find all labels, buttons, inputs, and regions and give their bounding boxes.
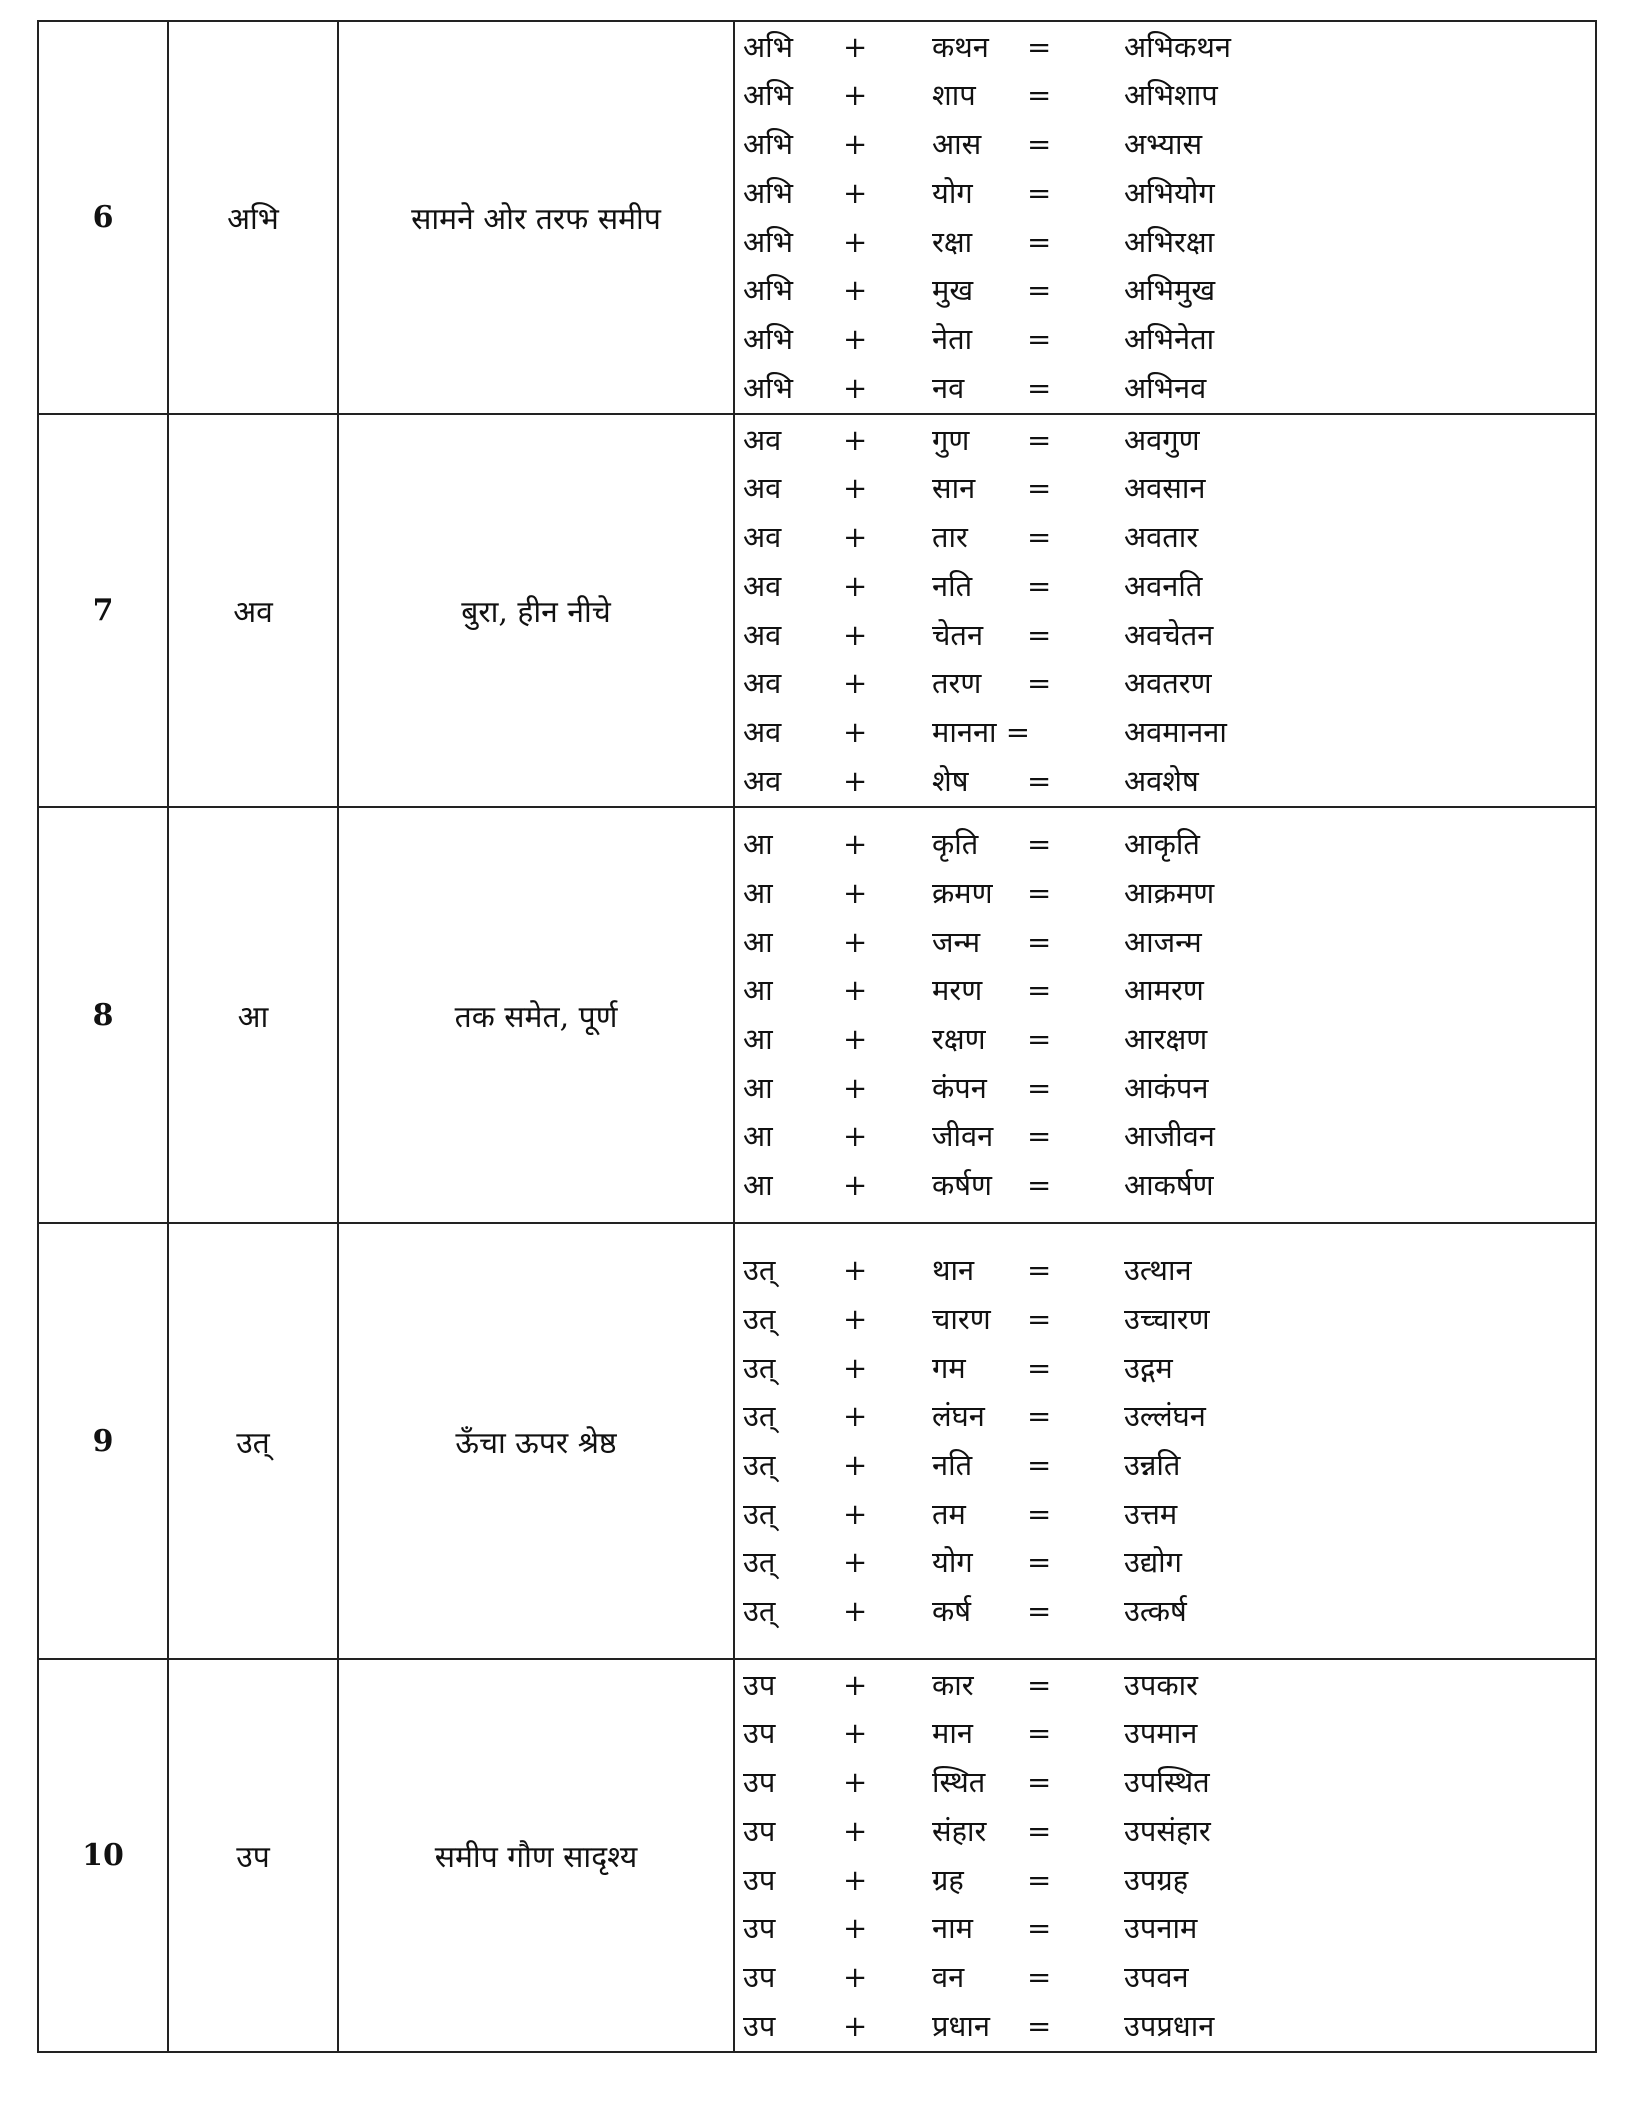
example-line bbox=[735, 708, 1595, 757]
example-result-word: अभिमुख bbox=[1124, 273, 1216, 308]
plus-sign: + bbox=[843, 666, 868, 701]
plus-sign: + bbox=[843, 78, 868, 113]
example-line bbox=[735, 1904, 1595, 1953]
prefix-table bbox=[37, 20, 1597, 2053]
example-prefix: अव bbox=[743, 471, 782, 506]
example-result-word: अवशेष bbox=[1124, 763, 1199, 798]
example-prefix: आ bbox=[743, 1119, 773, 1154]
example-line bbox=[735, 71, 1595, 120]
equals-sign: = bbox=[1027, 568, 1052, 603]
example-result-word: अभ्यास bbox=[1124, 127, 1203, 162]
example-base-word: मरण bbox=[932, 973, 983, 1008]
example-base-word: तरण bbox=[932, 666, 982, 701]
example-base-word: योग bbox=[932, 1545, 973, 1580]
row-meaning: समीप गौण सादृश्य bbox=[338, 1659, 734, 2052]
equals-sign: = bbox=[1027, 617, 1052, 652]
row-prefix: उप bbox=[168, 1659, 338, 2052]
example-prefix: अव bbox=[743, 666, 782, 701]
plus-sign: + bbox=[843, 29, 868, 64]
example-prefix: उप bbox=[743, 2008, 776, 2043]
example-line bbox=[735, 218, 1595, 267]
example-base-word: क्रमण bbox=[932, 875, 993, 910]
example-base-word: मानना = bbox=[932, 714, 1031, 749]
equals-sign: = bbox=[1027, 224, 1052, 259]
equals-sign: = bbox=[1027, 175, 1052, 210]
example-result-word: उपमान bbox=[1124, 1716, 1198, 1751]
example-result-word: आकर्षण bbox=[1124, 1168, 1214, 1203]
example-result-word: उच्चारण bbox=[1124, 1301, 1210, 1336]
plus-sign: + bbox=[843, 1862, 868, 1897]
example-prefix: उत् bbox=[743, 1301, 776, 1336]
example-result-word: आक्रमण bbox=[1124, 875, 1215, 910]
example-result-word: उपवन bbox=[1124, 1959, 1189, 1994]
example-result-word: उन्नति bbox=[1124, 1448, 1181, 1482]
example-result-word: आकंपन bbox=[1124, 1070, 1209, 1105]
example-prefix: उत् bbox=[743, 1448, 776, 1482]
example-base-word: संहार bbox=[932, 1813, 987, 1848]
example-line bbox=[735, 1587, 1595, 1636]
example-prefix: उप bbox=[743, 1667, 776, 1702]
plus-sign: + bbox=[843, 1545, 868, 1580]
plus-sign: + bbox=[843, 568, 868, 603]
example-prefix: अव bbox=[743, 520, 782, 555]
row-prefix: उत् bbox=[168, 1223, 338, 1659]
example-line bbox=[735, 659, 1595, 708]
table-row bbox=[38, 807, 1596, 1223]
example-line bbox=[735, 869, 1595, 918]
example-prefix: उत् bbox=[743, 1545, 776, 1580]
plus-sign: + bbox=[843, 175, 868, 210]
plus-sign: + bbox=[843, 1119, 868, 1154]
example-result-word: अभिशाप bbox=[1124, 78, 1218, 113]
equals-sign: = bbox=[1027, 1667, 1052, 1702]
example-result-word: अवतरण bbox=[1124, 666, 1212, 701]
plus-sign: + bbox=[843, 471, 868, 506]
example-result-word: उल्लंघन bbox=[1124, 1399, 1206, 1434]
example-result-word: आरक्षण bbox=[1124, 1022, 1208, 1056]
example-result-word: उपग्रह bbox=[1124, 1862, 1189, 1897]
plus-sign: + bbox=[843, 1399, 868, 1434]
example-prefix: उत् bbox=[743, 1399, 776, 1434]
plus-sign: + bbox=[843, 924, 868, 959]
example-result-word: अवगुण bbox=[1124, 422, 1200, 457]
example-prefix: उप bbox=[743, 1862, 776, 1897]
example-base-word: चारण bbox=[932, 1301, 991, 1336]
example-result-word: अवनति bbox=[1124, 568, 1203, 603]
example-prefix: उप bbox=[743, 1716, 776, 1751]
example-result-word: अवसान bbox=[1124, 471, 1206, 506]
plus-sign: + bbox=[843, 422, 868, 457]
row-number: 7 bbox=[38, 414, 168, 807]
example-base-word: गुण bbox=[932, 422, 970, 457]
example-result-word: अभियोग bbox=[1124, 175, 1215, 210]
example-prefix: आ bbox=[743, 973, 773, 1008]
plus-sign: + bbox=[843, 973, 868, 1008]
equals-sign: = bbox=[1027, 1594, 1052, 1629]
equals-sign: = bbox=[1027, 1070, 1052, 1105]
example-base-word: योग bbox=[932, 175, 973, 210]
example-line bbox=[735, 416, 1595, 465]
example-result-word: अभिकथन bbox=[1124, 29, 1231, 64]
table-row bbox=[38, 1223, 1596, 1659]
example-base-word: तम bbox=[932, 1496, 966, 1531]
example-base-word: नाम bbox=[932, 1911, 973, 1946]
example-line bbox=[735, 1064, 1595, 1113]
example-line bbox=[735, 1392, 1595, 1441]
plus-sign: + bbox=[843, 224, 868, 259]
example-base-word: मुख bbox=[932, 273, 974, 308]
row-meaning: तक समेत, पूर्ण bbox=[338, 807, 734, 1223]
equals-sign: = bbox=[1027, 422, 1052, 457]
equals-sign: = bbox=[1027, 666, 1052, 701]
example-result-word: आकृति bbox=[1124, 827, 1200, 862]
example-line bbox=[735, 1953, 1595, 2002]
equals-sign: = bbox=[1027, 1253, 1052, 1288]
plus-sign: + bbox=[843, 875, 868, 910]
example-prefix: अभि bbox=[743, 175, 794, 210]
plus-sign: + bbox=[843, 273, 868, 308]
equals-sign: = bbox=[1027, 273, 1052, 308]
example-line bbox=[735, 1246, 1595, 1295]
example-result-word: आजीवन bbox=[1124, 1119, 1215, 1154]
example-result-word: आमरण bbox=[1124, 973, 1204, 1008]
example-line bbox=[735, 1295, 1595, 1344]
table-row bbox=[38, 21, 1596, 414]
row-examples bbox=[734, 414, 1596, 807]
example-result-word: उत्थान bbox=[1124, 1253, 1192, 1288]
row-examples bbox=[734, 1223, 1596, 1659]
example-base-word: नति bbox=[932, 1448, 973, 1482]
example-base-word: जन्म bbox=[932, 924, 981, 959]
plus-sign: + bbox=[843, 1496, 868, 1531]
example-base-word: रक्षण bbox=[932, 1022, 986, 1056]
equals-sign: = bbox=[1027, 78, 1052, 113]
example-line bbox=[735, 611, 1595, 660]
row-prefix: अव bbox=[168, 414, 338, 807]
example-line bbox=[735, 23, 1595, 72]
example-prefix: आ bbox=[743, 827, 773, 862]
plus-sign: + bbox=[843, 370, 868, 405]
plus-sign: + bbox=[843, 2008, 868, 2043]
example-result-word: उपस्थित bbox=[1124, 1765, 1210, 1800]
example-prefix: आ bbox=[743, 1022, 773, 1056]
equals-sign: = bbox=[1027, 1022, 1052, 1056]
example-line bbox=[735, 169, 1595, 218]
example-result-word: अभिनव bbox=[1124, 370, 1207, 405]
plus-sign: + bbox=[843, 1959, 868, 1994]
example-base-word: चेतन bbox=[932, 617, 984, 652]
example-base-word: स्थित bbox=[932, 1765, 986, 1800]
example-line bbox=[735, 1490, 1595, 1539]
example-line bbox=[735, 1344, 1595, 1393]
equals-sign: = bbox=[1027, 520, 1052, 555]
example-prefix: उत् bbox=[743, 1496, 776, 1531]
example-prefix: अव bbox=[743, 763, 782, 798]
row-examples bbox=[734, 807, 1596, 1223]
row-meaning: सामने ओर तरफ समीप bbox=[338, 21, 734, 414]
plus-sign: + bbox=[843, 1765, 868, 1800]
equals-sign: = bbox=[1027, 827, 1052, 862]
example-line bbox=[735, 1538, 1595, 1587]
example-prefix: अभि bbox=[743, 273, 794, 308]
example-result-word: अवमानना bbox=[1124, 714, 1227, 749]
prefix-table-body bbox=[38, 21, 1596, 2052]
equals-sign: = bbox=[1027, 973, 1052, 1008]
equals-sign: = bbox=[1027, 471, 1052, 506]
example-line bbox=[735, 120, 1595, 169]
plus-sign: + bbox=[843, 1301, 868, 1336]
example-prefix: अव bbox=[743, 617, 782, 652]
plus-sign: + bbox=[843, 1594, 868, 1629]
example-prefix: उप bbox=[743, 1813, 776, 1848]
plus-sign: + bbox=[843, 827, 868, 862]
plus-sign: + bbox=[843, 1070, 868, 1105]
example-base-word: गम bbox=[932, 1350, 966, 1385]
plus-sign: + bbox=[843, 714, 868, 749]
plus-sign: + bbox=[843, 1022, 868, 1056]
example-prefix: अव bbox=[743, 422, 782, 457]
equals-sign: = bbox=[1027, 1545, 1052, 1580]
row-examples bbox=[734, 1659, 1596, 2052]
example-base-word: नेता bbox=[932, 321, 973, 356]
equals-sign: = bbox=[1027, 1813, 1052, 1848]
example-prefix: अभि bbox=[743, 78, 794, 113]
table-row bbox=[38, 1659, 1596, 2052]
example-base-word: थान bbox=[932, 1253, 975, 1288]
example-prefix: आ bbox=[743, 875, 773, 910]
example-result-word: उपनाम bbox=[1124, 1911, 1198, 1946]
example-result-word: उद्योग bbox=[1124, 1545, 1183, 1580]
row-number: 10 bbox=[38, 1659, 168, 2052]
example-prefix: अभि bbox=[743, 224, 794, 259]
equals-sign: = bbox=[1027, 763, 1052, 798]
equals-sign: = bbox=[1027, 321, 1052, 356]
equals-sign: = bbox=[1027, 1911, 1052, 1946]
plus-sign: + bbox=[843, 1716, 868, 1751]
equals-sign: = bbox=[1027, 1496, 1052, 1531]
equals-sign: = bbox=[1027, 1716, 1052, 1751]
plus-sign: + bbox=[843, 617, 868, 652]
example-prefix: उप bbox=[743, 1765, 776, 1800]
example-line bbox=[735, 918, 1595, 967]
example-line bbox=[735, 966, 1595, 1015]
example-result-word: अभिरक्षा bbox=[1124, 224, 1215, 259]
equals-sign: = bbox=[1027, 1765, 1052, 1800]
example-prefix: उत् bbox=[743, 1253, 776, 1288]
row-examples bbox=[734, 21, 1596, 414]
example-line bbox=[735, 1161, 1595, 1210]
example-prefix: उत् bbox=[743, 1594, 776, 1629]
example-result-word: उत्कर्ष bbox=[1124, 1594, 1187, 1629]
equals-sign: = bbox=[1027, 875, 1052, 910]
equals-sign: = bbox=[1027, 127, 1052, 162]
row-prefix: अभि bbox=[168, 21, 338, 414]
plus-sign: + bbox=[843, 1448, 868, 1482]
example-prefix: अभि bbox=[743, 29, 794, 64]
example-line bbox=[735, 820, 1595, 869]
example-line bbox=[735, 1709, 1595, 1758]
equals-sign: = bbox=[1027, 29, 1052, 64]
example-base-word: कृति bbox=[932, 827, 979, 862]
example-result-word: आजन्म bbox=[1124, 924, 1202, 959]
equals-sign: = bbox=[1027, 2008, 1052, 2043]
example-prefix: अभि bbox=[743, 127, 794, 162]
example-line bbox=[735, 1758, 1595, 1807]
plus-sign: + bbox=[843, 1350, 868, 1385]
example-line bbox=[735, 315, 1595, 364]
example-line bbox=[735, 513, 1595, 562]
example-line bbox=[735, 464, 1595, 513]
plus-sign: + bbox=[843, 127, 868, 162]
example-base-word: जीवन bbox=[932, 1119, 994, 1154]
equals-sign: = bbox=[1027, 1168, 1052, 1203]
row-number: 6 bbox=[38, 21, 168, 414]
example-result-word: अभिनेता bbox=[1124, 321, 1215, 356]
equals-sign: = bbox=[1027, 370, 1052, 405]
example-prefix: आ bbox=[743, 924, 773, 959]
equals-sign: = bbox=[1027, 924, 1052, 959]
equals-sign: = bbox=[1027, 1448, 1052, 1482]
example-result-word: उपप्रधान bbox=[1124, 2008, 1215, 2043]
table-row bbox=[38, 414, 1596, 807]
example-result-word: उपकार bbox=[1124, 1667, 1199, 1702]
example-base-word: लंघन bbox=[932, 1399, 985, 1434]
plus-sign: + bbox=[843, 1253, 868, 1288]
example-prefix: उप bbox=[743, 1959, 776, 1994]
row-meaning: ऊँचा ऊपर श्रेष्ठ bbox=[338, 1223, 734, 1659]
example-base-word: मान bbox=[932, 1716, 973, 1751]
example-line bbox=[735, 1112, 1595, 1161]
example-base-word: नति bbox=[932, 568, 973, 603]
example-line bbox=[735, 1856, 1595, 1905]
example-prefix: उप bbox=[743, 1911, 776, 1946]
equals-sign: = bbox=[1027, 1862, 1052, 1897]
plus-sign: + bbox=[843, 763, 868, 798]
equals-sign: = bbox=[1027, 1350, 1052, 1385]
row-prefix: आ bbox=[168, 807, 338, 1223]
equals-sign: = bbox=[1027, 1301, 1052, 1336]
equals-sign: = bbox=[1027, 1959, 1052, 1994]
example-base-word: कंपन bbox=[932, 1070, 987, 1105]
example-line bbox=[735, 1661, 1595, 1710]
plus-sign: + bbox=[843, 1667, 868, 1702]
example-base-word: सान bbox=[932, 471, 976, 506]
example-base-word: ग्रह bbox=[932, 1862, 964, 1897]
example-base-word: शेष bbox=[932, 763, 969, 798]
row-number: 9 bbox=[38, 1223, 168, 1659]
example-prefix: आ bbox=[743, 1168, 773, 1203]
example-base-word: वन bbox=[932, 1959, 965, 1994]
example-line bbox=[735, 1807, 1595, 1856]
example-base-word: तार bbox=[932, 520, 968, 555]
plus-sign: + bbox=[843, 321, 868, 356]
example-base-word: कार bbox=[932, 1667, 974, 1702]
example-base-word: कर्षण bbox=[932, 1168, 993, 1203]
example-line bbox=[735, 562, 1595, 611]
example-base-word: प्रधान bbox=[932, 2008, 990, 2043]
example-prefix: आ bbox=[743, 1070, 773, 1105]
equals-sign: = bbox=[1027, 1399, 1052, 1434]
row-number: 8 bbox=[38, 807, 168, 1223]
example-prefix: अभि bbox=[743, 321, 794, 356]
example-line bbox=[735, 364, 1595, 413]
plus-sign: + bbox=[843, 1911, 868, 1946]
plus-sign: + bbox=[843, 520, 868, 555]
example-prefix: अव bbox=[743, 714, 782, 749]
example-prefix: उत् bbox=[743, 1350, 776, 1385]
example-base-word: कर्ष bbox=[932, 1594, 972, 1629]
example-base-word: शाप bbox=[932, 78, 976, 113]
plus-sign: + bbox=[843, 1168, 868, 1203]
example-line bbox=[735, 1015, 1595, 1064]
example-result-word: अवचेतन bbox=[1124, 617, 1214, 652]
example-base-word: आस bbox=[932, 127, 982, 162]
example-base-word: नव bbox=[932, 370, 965, 405]
example-line bbox=[735, 1441, 1595, 1490]
example-base-word: कथन bbox=[932, 29, 989, 64]
equals-sign: = bbox=[1027, 1119, 1052, 1154]
plus-sign: + bbox=[843, 1813, 868, 1848]
example-line bbox=[735, 757, 1595, 806]
example-base-word: रक्षा bbox=[932, 224, 973, 259]
example-result-word: उपसंहार bbox=[1124, 1813, 1211, 1848]
row-meaning: बुरा, हीन नीचे bbox=[338, 414, 734, 807]
example-line bbox=[735, 2002, 1595, 2051]
example-result-word: अवतार bbox=[1124, 520, 1199, 555]
example-prefix: अभि bbox=[743, 370, 794, 405]
example-line bbox=[735, 266, 1595, 315]
example-prefix: अव bbox=[743, 568, 782, 603]
example-result-word: उत्तम bbox=[1124, 1496, 1178, 1531]
example-result-word: उद्गम bbox=[1124, 1350, 1173, 1385]
